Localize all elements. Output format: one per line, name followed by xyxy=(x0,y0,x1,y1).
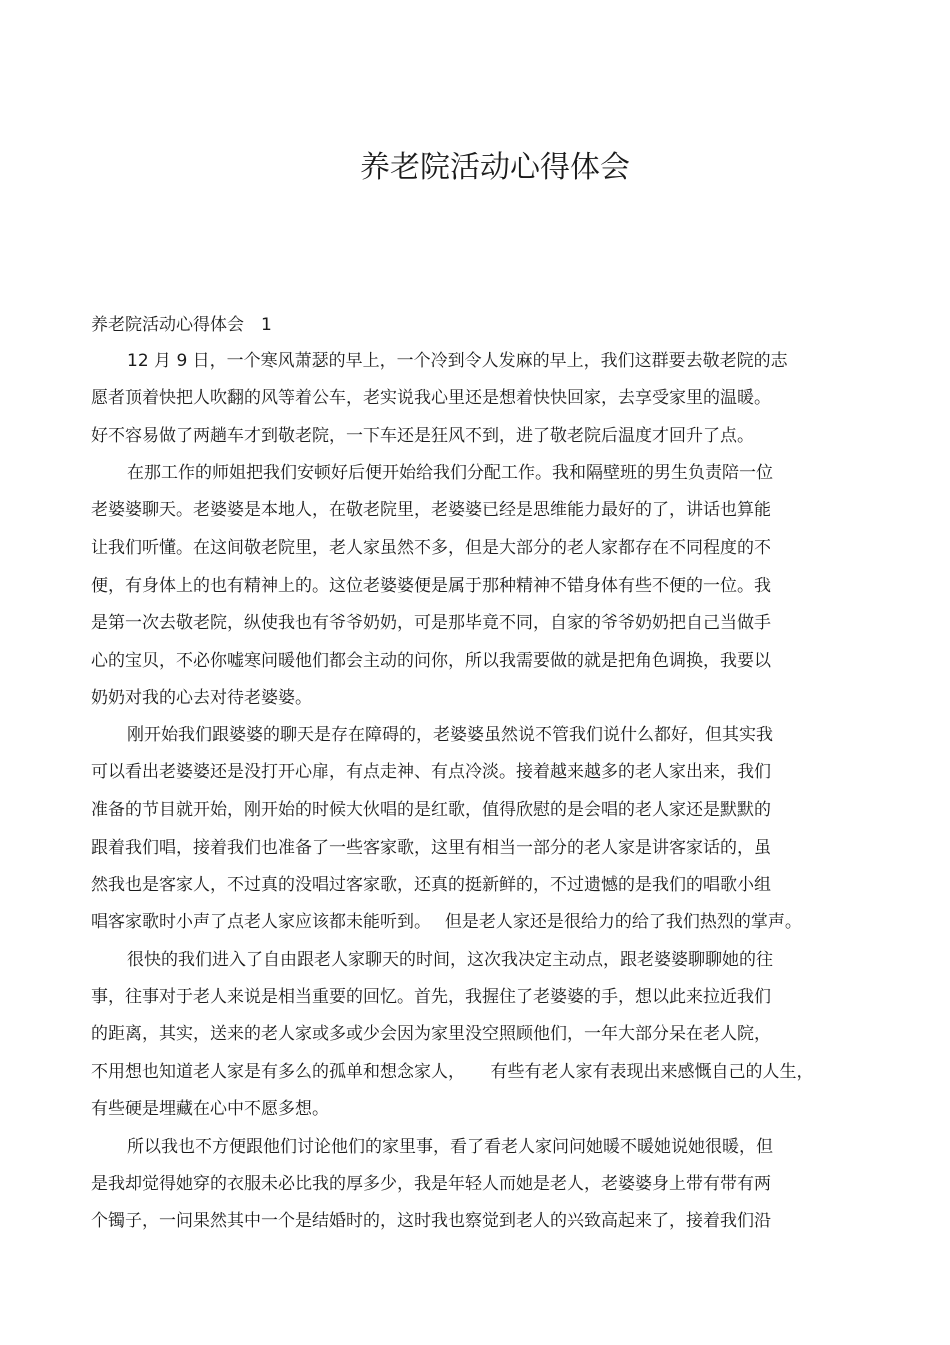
paragraph-line: 的距离，其实，送来的老人家或多或少会因为家里没空照顾他们，一年大部分呆在老人院， xyxy=(91,1024,771,1044)
paragraph-line: 是第一次去敬老院，纵使我也有爷爷奶奶，可是那毕竟不同，自家的爷爷奶奶把自己当做手 xyxy=(91,613,771,633)
paragraph-line: 不用想也知道老人家是有多么的孤单和想念家人， 有些有老人家有表现出来感慨自己的人生， xyxy=(91,1062,814,1082)
paragraph-line: 12 月 9 日，一个寒风萧瑟的早上，一个冷到令人发麻的早上，我们这群要去敬老院的志 xyxy=(127,351,788,371)
paragraph-line: 刚开始我们跟婆婆的聊天是存在障碍的，老婆婆虽然说不管我们说什么都好，但其实我 xyxy=(127,725,773,745)
paragraph-line: 心的宝贝，不必你嘘寒问暖他们都会主动的问你，所以我需要做的就是把角色调换，我要以 xyxy=(91,651,771,671)
document-title: 养老院活动心得体会 xyxy=(360,150,630,185)
paragraph-line: 然我也是客家人，不过真的没唱过客家歌，还真的挺新鲜的，不过遗憾的是我们的唱歌小组 xyxy=(91,875,771,895)
paragraph-line: 唱客家歌时小声了点老人家应该都未能听到。 但是老人家还是很给力的给了我们热烈的掌声。 xyxy=(91,912,802,932)
paragraph-line: 愿者顶着快把人吹翻的风等着公车，老实说我心里还是想着快快回家，去享受家里的温暖。 xyxy=(91,388,771,408)
paragraph-line: 老婆婆聊天。老婆婆是本地人，在敬老院里，老婆婆已经是思维能力最好的了，讲话也算能 xyxy=(91,500,771,520)
paragraph-line: 奶奶对我的心去对待老婆婆。 xyxy=(91,688,312,708)
paragraph-line: 是我却觉得她穿的衣服未必比我的厚多少，我是年轻人而她是老人，老婆婆身上带有带有两 xyxy=(91,1174,771,1194)
paragraph-line: 在那工作的师姐把我们安顿好后便开始给我们分配工作。我和隔壁班的男生负责陪一位 xyxy=(127,463,773,483)
paragraph-line: 很快的我们进入了自由跟老人家聊天的时间，这次我决定主动点，跟老婆婆聊聊她的往 xyxy=(127,950,773,970)
paragraph-line: 所以我也不方便跟他们讨论他们的家里事，看了看老人家问问她暖不暖她说她很暖，但 xyxy=(127,1137,773,1157)
paragraph-line: 可以看出老婆婆还是没打开心扉，有点走神、有点冷淡。接着越来越多的老人家出来，我们 xyxy=(91,762,771,782)
paragraph-line: 让我们听懂。在这间敬老院里，老人家虽然不多，但是大部分的老人家都存在不同程度的不 xyxy=(91,538,771,558)
paragraph-line: 有些硬是埋藏在心中不愿多想。 xyxy=(91,1099,329,1119)
paragraph-line: 便，有身体上的也有精神上的。这位老婆婆便是属于那种精神不错身体有些不便的一位。我 xyxy=(91,576,771,596)
paragraph-line: 个镯子，一问果然其中一个是结婚时的，这时我也察觉到老人的兴致高起来了，接着我们沿 xyxy=(91,1211,771,1231)
paragraph-line: 好不容易做了两趟车才到敬老院，一下车还是狂风不到，进了敬老院后温度才回升了点。 xyxy=(91,426,754,446)
paragraph-line: 准备的节目就开始，刚开始的时候大伙唱的是红歌，值得欣慰的是会唱的老人家还是默默的 xyxy=(91,800,771,820)
section-heading: 养老院活动心得体会 1 xyxy=(91,315,272,335)
paragraph-line: 事，往事对于老人来说是相当重要的回忆。首先，我握住了老婆婆的手，想以此来拉近我们 xyxy=(91,987,771,1007)
paragraph-line: 跟着我们唱，接着我们也准备了一些客家歌，这里有相当一部分的老人家是讲客家话的，虽 xyxy=(91,838,771,858)
